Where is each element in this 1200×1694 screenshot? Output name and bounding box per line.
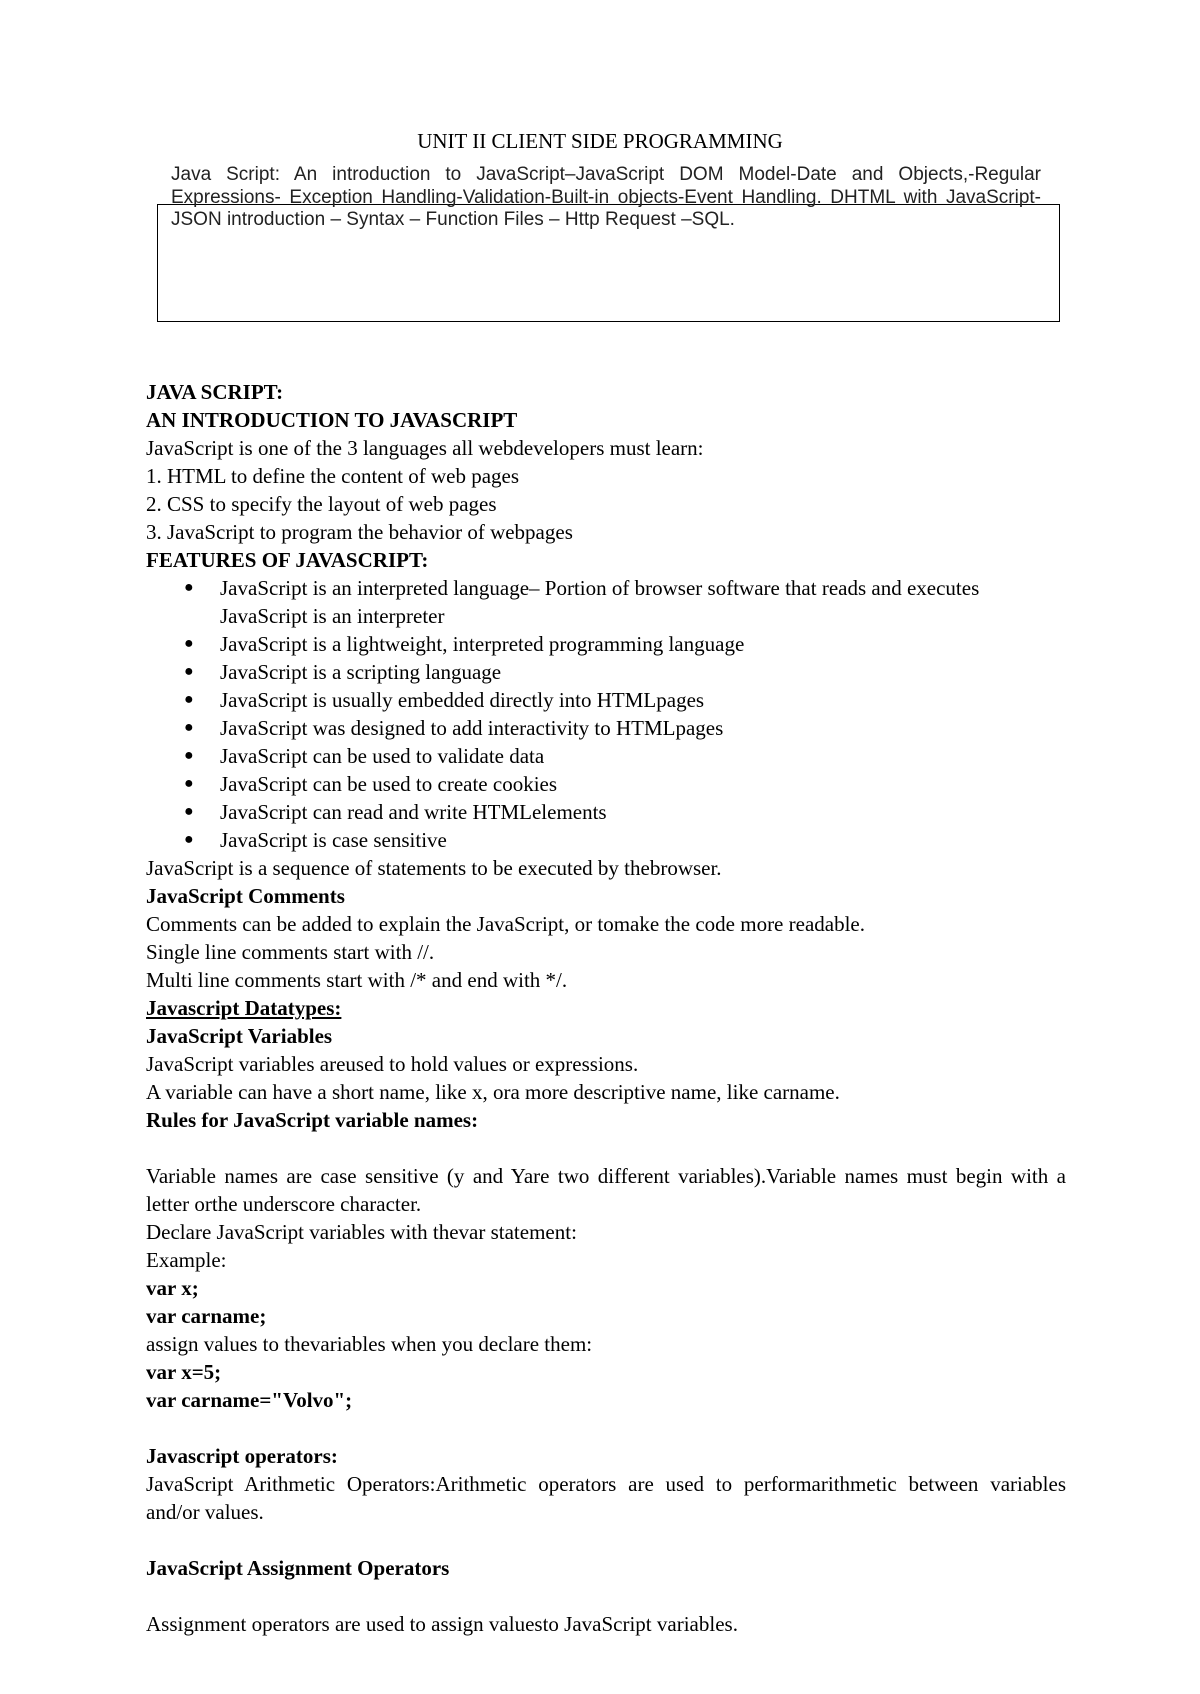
- comments-line: Multi line comments start with /* and end with */.: [146, 968, 568, 992]
- comments-line: Single line comments start with //.: [146, 940, 435, 964]
- bullet-icon: ●: [184, 691, 194, 708]
- syllabus-text: Java Script: An introduction to JavaScript–JavaScript DOM Model-Date and Objects,-Regular Expressions- Exception Handling-Validation-Built-in objects-Event Handling. DHTML with JavaScript- JSON introduction – Syntax – Function Files – Http Request –SQL.: [171, 164, 1041, 230]
- features-after-text: JavaScript is a sequence of statements to be executed by thebrowser.: [146, 856, 722, 880]
- feature-item: [184, 574, 1066, 630]
- feature-item: [184, 630, 1066, 658]
- intro-item: 3. JavaScript to program the behavior of webpages: [146, 520, 573, 544]
- comments-line: Comments can be added to explain the JavaScript, or tomake the code more readable.: [146, 912, 865, 936]
- bullet-icon: ●: [184, 635, 194, 652]
- heading-comments: JavaScript Comments: [146, 884, 345, 908]
- assignment-text: Assignment operators are used to assign valuesto JavaScript variables.: [146, 1612, 738, 1636]
- heading-operators: Javascript operators:: [146, 1444, 338, 1468]
- unit-title: UNIT II CLIENT SIDE PROGRAMMING: [417, 129, 783, 153]
- variables-line: JavaScript variables areused to hold values or expressions.: [146, 1052, 639, 1076]
- feature-text: JavaScript is usually embedded directly into HTMLpages: [220, 688, 705, 712]
- feature-text: JavaScript is a lightweight, interpreted programming language: [220, 632, 745, 656]
- features-list: [146, 574, 1066, 854]
- assign-line: assign values to thevariables when you declare them:: [146, 1332, 593, 1356]
- feature-item: [184, 826, 1066, 854]
- feature-item: [184, 798, 1066, 826]
- blank-line: [146, 1414, 1066, 1442]
- arithmetic-text: JavaScript Arithmetic Operators:Arithmetic operators are used to performarithmetic between variables and/or values.: [146, 1472, 1066, 1524]
- heading-rules: Rules for JavaScript variable names:: [146, 1108, 479, 1132]
- bullet-icon: ●: [184, 663, 194, 680]
- feature-text: JavaScript is a scripting language: [220, 660, 502, 684]
- feature-item: [184, 742, 1066, 770]
- code-line: var x;: [146, 1276, 199, 1300]
- intro-item: 2. CSS to specify the layout of web pages: [146, 492, 497, 516]
- blank-line: [146, 1582, 1066, 1610]
- feature-text: JavaScript can be used to validate data: [220, 744, 545, 768]
- code-line: var carname;: [146, 1304, 267, 1328]
- document-body: [146, 378, 1066, 1638]
- bullet-icon: ●: [184, 719, 194, 736]
- bullet-icon: ●: [184, 775, 194, 792]
- feature-text: JavaScript is case sensitive: [220, 828, 447, 852]
- feature-item: [184, 658, 1066, 686]
- heading-variables: JavaScript Variables: [146, 1024, 333, 1048]
- declare-line: Declare JavaScript variables with thevar statement:: [146, 1220, 577, 1244]
- blank-line: [146, 1134, 1066, 1162]
- heading-assignment-operators: JavaScript Assignment Operators: [146, 1556, 450, 1580]
- bullet-icon: ●: [184, 747, 194, 764]
- rules-text: Variable names are case sensitive (y and Yare two different variables).Variable names must begin with a letter orthe underscore character.: [146, 1164, 1066, 1216]
- variables-line: A variable can have a short name, like x, ora more descriptive name, like carname.: [146, 1080, 840, 1104]
- feature-item: [184, 686, 1066, 714]
- intro-item: 1. HTML to define the content of web pages: [146, 464, 520, 488]
- bullet-icon: ●: [184, 579, 194, 596]
- example-label: Example:: [146, 1248, 227, 1272]
- blank-line: [146, 1526, 1066, 1554]
- bullet-icon: ●: [184, 803, 194, 820]
- heading-features: FEATURES OF JAVASCRIPT:: [146, 548, 429, 572]
- feature-text: JavaScript can read and write HTMLelements: [220, 800, 607, 824]
- heading-datatypes: Javascript Datatypes:: [146, 996, 342, 1020]
- feature-item: [184, 714, 1066, 742]
- feature-item: [184, 770, 1066, 798]
- bullet-icon: ●: [184, 831, 194, 848]
- feature-text: JavaScript can be used to create cookies: [220, 772, 558, 796]
- heading-java-script: JAVA SCRIPT:: [146, 380, 284, 404]
- intro-line: JavaScript is one of the 3 languages all webdevelopers must learn:: [146, 436, 704, 460]
- heading-introduction: AN INTRODUCTION TO JAVASCRIPT: [146, 408, 518, 432]
- feature-text: JavaScript is an interpreted language– Portion of browser software that reads and executes JavaScript is an interpreter: [220, 576, 980, 628]
- code-line: var x=5;: [146, 1360, 222, 1384]
- code-line: var carname="Volvo";: [146, 1388, 353, 1412]
- feature-text: JavaScript was designed to add interactivity to HTMLpages: [220, 716, 724, 740]
